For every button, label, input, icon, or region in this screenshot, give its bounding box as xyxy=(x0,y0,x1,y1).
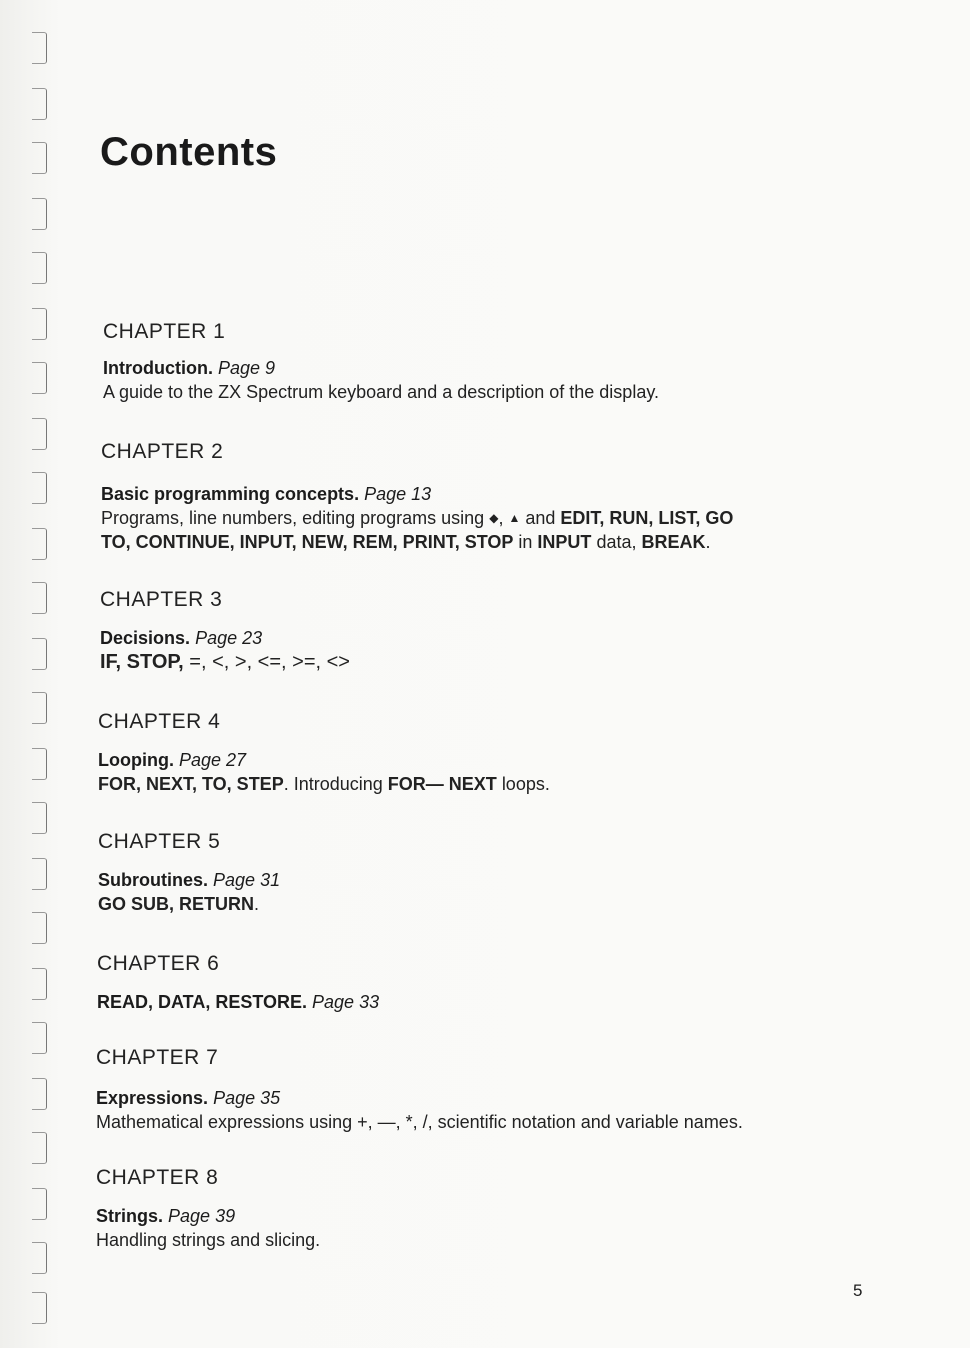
chapter-page: Page 35 xyxy=(213,1088,281,1108)
chapter-name: Strings. xyxy=(96,1206,164,1226)
chapter-description: IF, STOP, =, <, >, <=, >=, <> xyxy=(100,651,350,673)
chapter-1 xyxy=(103,320,963,404)
chapter-8 xyxy=(96,1166,956,1252)
spiral-binding xyxy=(22,20,54,1320)
chapter-name: Subroutines. xyxy=(98,870,209,890)
chapter-label: CHAPTER 5 xyxy=(98,830,221,853)
chapter-page: Page 27 xyxy=(179,750,247,770)
chapter-page: Page 31 xyxy=(213,870,281,890)
chapter-name: READ, DATA, RESTORE. xyxy=(97,992,308,1012)
chapter-title xyxy=(101,482,961,506)
page-title: Contents xyxy=(100,130,278,174)
chapter-description: Programs, line numbers, editing programs using ◆, ▲ and EDIT, RUN, LIST, GO TO, CONTINUE, INPUT, NEW, REM, PRINT, STOP in INPUT data, BREAK. xyxy=(101,508,734,552)
chapter-page: Page 23 xyxy=(195,628,263,648)
chapter-page: Page 39 xyxy=(168,1206,236,1226)
cursor-down-icon: ◆ xyxy=(489,511,499,525)
chapter-label: CHAPTER 7 xyxy=(96,1046,219,1069)
page-number: 5 xyxy=(853,1281,863,1300)
chapter-description: A guide to the ZX Spectrum keyboard and a description of the display. xyxy=(103,382,659,402)
chapter-description: FOR, NEXT, TO, STEP. Introducing FOR— NEXT loops. xyxy=(98,774,550,794)
chapter-7 xyxy=(96,1046,956,1134)
chapter-title xyxy=(97,990,957,1014)
chapter-name: Basic programming concepts. xyxy=(101,484,360,504)
chapter-label: CHAPTER 1 xyxy=(103,320,226,343)
chapter-name: Introduction. xyxy=(103,358,213,378)
chapter-6 xyxy=(97,952,957,1014)
chapter-title xyxy=(96,1086,956,1110)
chapter-title xyxy=(98,868,958,892)
chapter-title xyxy=(103,356,963,380)
chapter-page: Page 9 xyxy=(218,358,276,378)
chapter-page: Page 13 xyxy=(364,484,432,504)
chapter-label: CHAPTER 4 xyxy=(98,710,221,733)
chapter-4 xyxy=(98,710,958,796)
chapter-name: Decisions. xyxy=(100,628,191,648)
chapter-3 xyxy=(100,588,960,674)
chapter-2 xyxy=(101,440,961,554)
chapter-description: Mathematical expressions using +, —, *, /, scientific notation and variable names. xyxy=(96,1112,743,1132)
chapter-page: Page 33 xyxy=(312,992,380,1012)
chapter-title xyxy=(96,1204,956,1228)
chapter-name: Expressions. xyxy=(96,1088,209,1108)
chapter-description: GO SUB, RETURN. xyxy=(98,894,260,914)
chapter-label: CHAPTER 8 xyxy=(96,1166,219,1189)
cursor-up-icon: ▲ xyxy=(508,511,521,525)
chapter-label: CHAPTER 6 xyxy=(97,952,220,975)
chapter-title xyxy=(100,626,960,650)
chapter-label: CHAPTER 2 xyxy=(101,440,224,463)
chapter-label: CHAPTER 3 xyxy=(100,588,223,611)
chapter-5 xyxy=(98,830,958,916)
chapter-description: Handling strings and slicing. xyxy=(96,1230,321,1250)
chapter-name: Looping. xyxy=(98,750,174,770)
chapter-title xyxy=(98,748,958,772)
